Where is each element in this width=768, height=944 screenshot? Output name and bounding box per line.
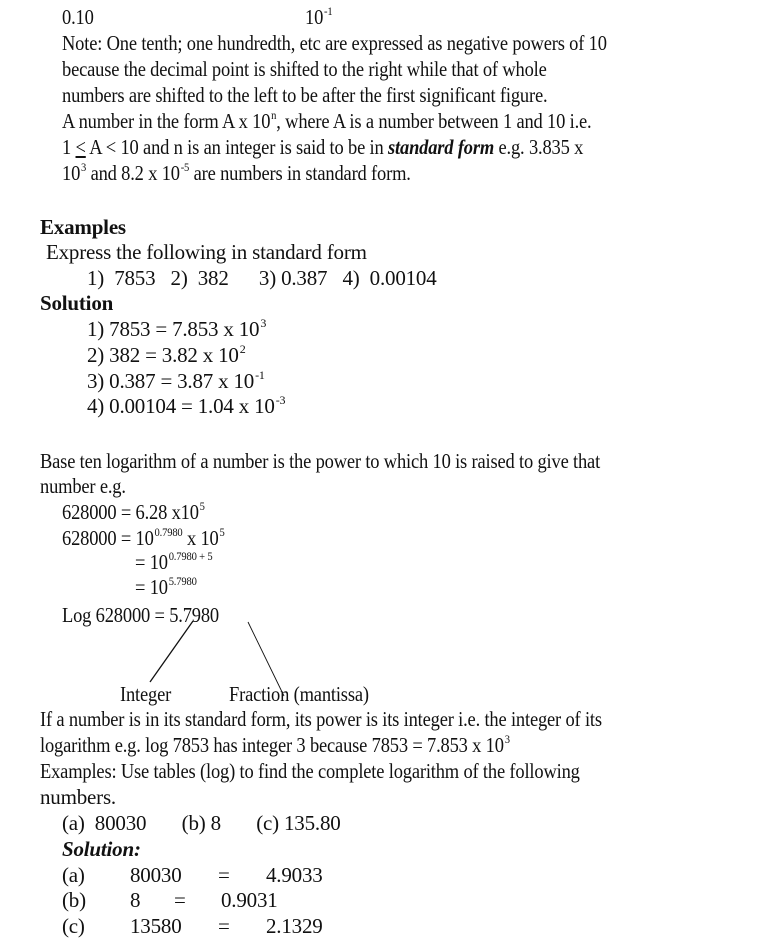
text: e.g. 3.835 x: [494, 135, 584, 159]
examples-heading: Examples: [40, 215, 126, 239]
note-line-2: because the decimal point is shifted to the right while that of whole: [62, 57, 547, 81]
row-label: (b): [62, 888, 86, 912]
exponent: -5: [180, 160, 190, 174]
examples-instruction: Express the following in standard form: [46, 240, 367, 264]
label-integer: Integer: [120, 682, 172, 706]
text: 3) 0.387 = 3.87 x 10: [87, 369, 255, 393]
note-line-3: numbers are shifted to the left to be after the first significant figure.: [62, 83, 548, 107]
integer-pointer-line: [150, 621, 193, 682]
log-result: Log 628000 = 5.7980: [62, 603, 219, 627]
text: 4) 0.00104 = 1.04 x 10: [87, 394, 275, 418]
text: = 10: [135, 550, 168, 574]
text: 628000 = 10: [62, 526, 154, 550]
text: logarithm e.g. log 7853 has integer 3 because 7853 = 7.853 x 10: [40, 733, 504, 757]
text: A < 10 and n is an integer is said to be in: [85, 135, 389, 159]
text: , where A is a number between 1 and 10 i.e.: [276, 109, 592, 133]
top-row-decimal: 0.10: [62, 5, 94, 29]
text: 10: [62, 161, 81, 185]
exponent: 5.7980: [168, 574, 197, 588]
text: 1) 7853 = 7.853 x 10: [87, 317, 260, 341]
row-label: (a): [62, 863, 85, 887]
label-fraction: Fraction (mantissa): [229, 682, 369, 706]
examples2-line-1: Examples: Use tables (log) to find the complete logarithm of the following: [40, 759, 580, 783]
row-equals: =: [218, 914, 230, 938]
solution-heading: Solution: [40, 291, 114, 315]
exponent: 3: [504, 732, 510, 746]
row-equals: =: [174, 888, 186, 912]
exponent: 0.7980: [154, 525, 183, 539]
exponent: 3: [81, 160, 87, 174]
log-definition-line-2: number e.g.: [40, 474, 126, 498]
log-definition-line-1: Base ten logarithm of a number is the power to which 10 is raised to give that: [40, 449, 601, 473]
text: 1: [62, 135, 76, 159]
examples2-line-2: numbers.: [40, 785, 116, 809]
exponent: 5: [199, 499, 205, 513]
exponent: 3: [260, 316, 267, 330]
examples2-items: (a) 80030 (b) 8 (c) 135.80: [62, 811, 341, 835]
row-value: 2.1329: [266, 914, 323, 938]
note-line-1: Note: One tenth; one hundredth, etc are expressed as negative powers of 10: [62, 31, 607, 55]
examples2-solution-heading: Solution:: [62, 837, 141, 861]
exponent: -3: [275, 393, 286, 407]
row-number: 80030: [130, 863, 182, 887]
power-exponent: -1: [324, 4, 333, 18]
text: and 8.2 x 10: [86, 161, 180, 185]
integer-note-line-1: If a number is in its standard form, its power is its integer i.e. the integer of its: [40, 707, 602, 731]
examples-items: 1) 7853 2) 382 3) 0.387 4) 0.00104: [87, 266, 437, 290]
row-value: 0.9031: [221, 888, 278, 912]
standard-form-term: standard form: [388, 135, 495, 159]
exponent: 5: [219, 525, 225, 539]
text: = 10: [135, 575, 168, 599]
row-equals: =: [218, 863, 230, 887]
row-number: 8: [130, 888, 141, 912]
row-number: 13580: [130, 914, 182, 938]
integer-note-line-2: [40, 732, 510, 761]
exponent: 2: [239, 342, 246, 356]
less-equal-symbol: <: [75, 135, 86, 159]
row-value: 4.9033: [266, 863, 323, 887]
row-label: (c): [62, 914, 85, 938]
exponent: -1: [255, 368, 265, 382]
text: 628000 = 6.28 x10: [62, 500, 199, 524]
exponent: n: [271, 108, 277, 122]
exponent: 0.7980 + 5: [168, 549, 213, 563]
text: 2) 382 = 3.82 x 10: [87, 343, 239, 367]
text: x 10: [182, 526, 219, 550]
text: are numbers in standard form.: [189, 161, 411, 185]
power-base: 10: [305, 5, 324, 29]
text: A number in the form A x 10: [62, 109, 271, 133]
